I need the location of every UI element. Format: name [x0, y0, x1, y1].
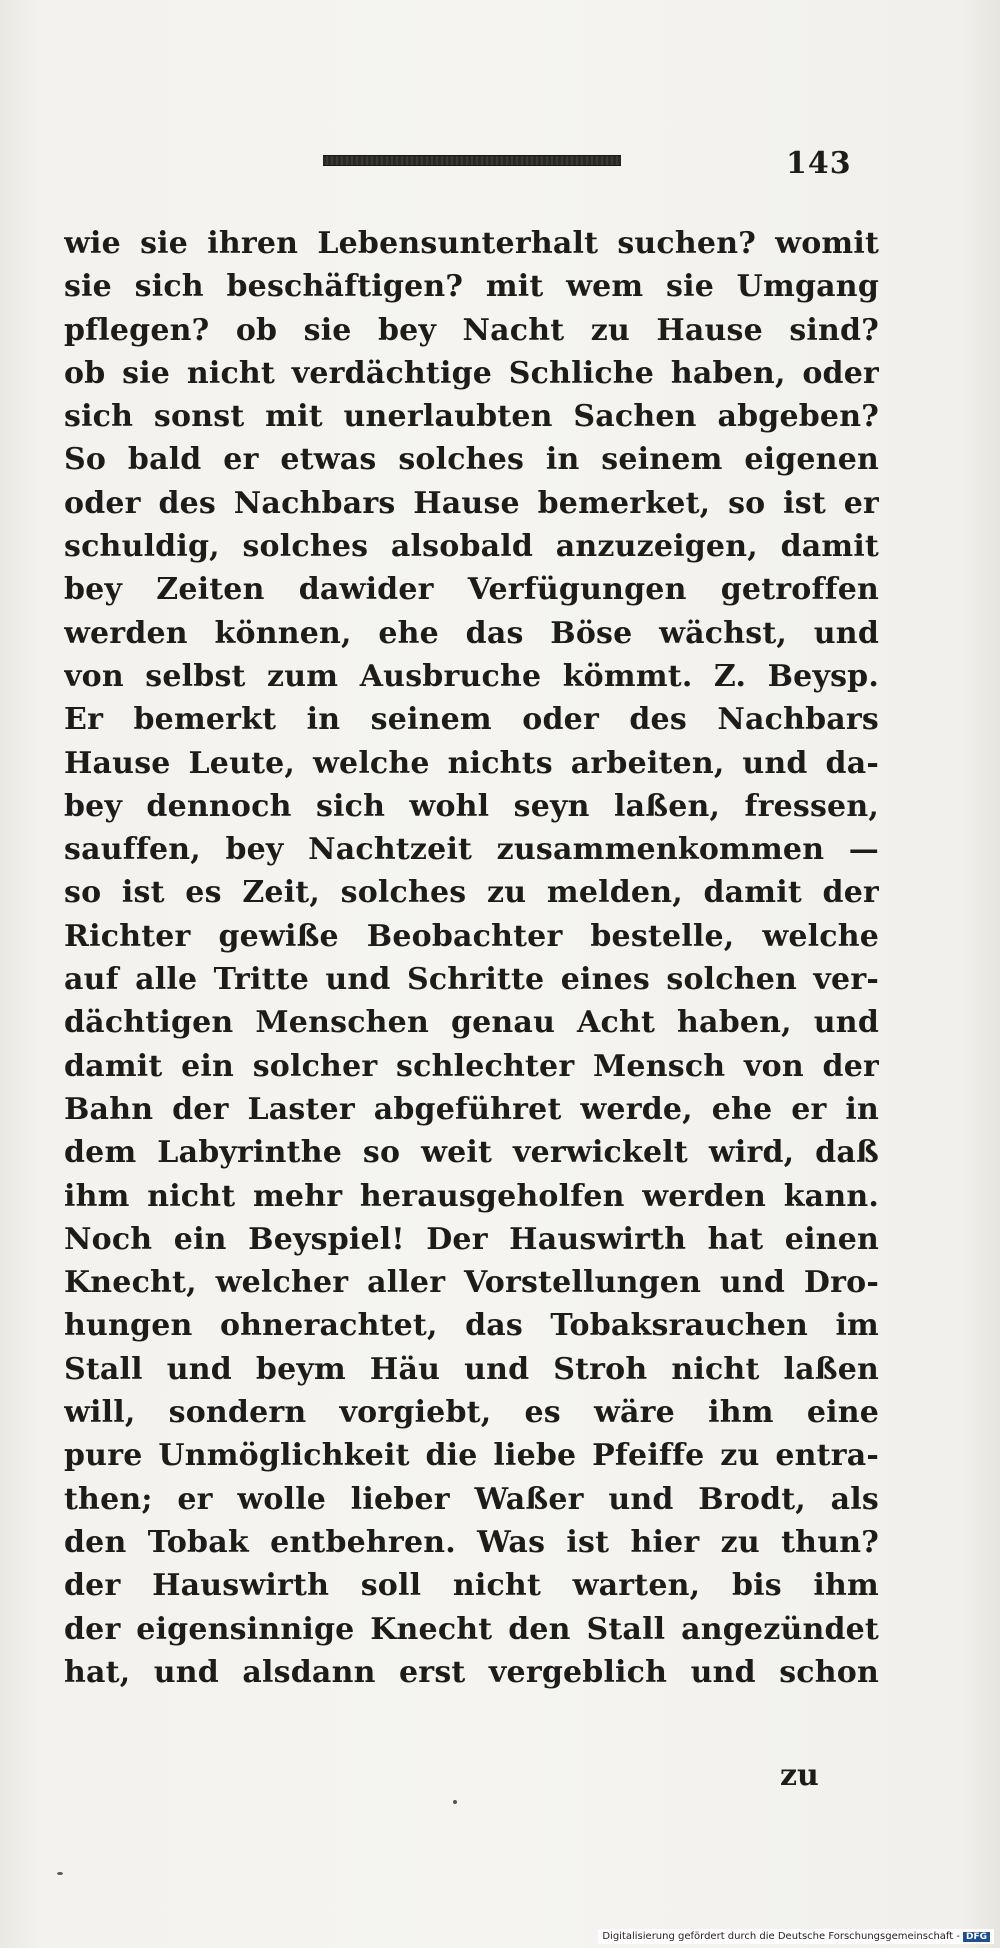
digitization-credit [598, 1929, 994, 1944]
text-line: sie sich beschäftigen? mit wem sie Umgang [64, 269, 879, 305]
text-line: pure Unmöglichkeit die liebe Pfeiffe zu entra- [64, 1438, 879, 1474]
paper-speck [57, 1872, 63, 1875]
text-line: then; er wolle lieber Waßer und Brodt, als [64, 1481, 879, 1517]
text-line: von selbst zum Ausbruche kömmt. Z. Beysp. [64, 658, 879, 694]
text-line: der eigensinnige Knecht den Stall angezündet [64, 1611, 879, 1647]
page-number: 143 [786, 146, 852, 181]
text-line: will, sondern vorgiebt, es wäre ihm eine [64, 1395, 879, 1431]
text-line: hat, und alsdann erst vergeblich und schon [64, 1654, 879, 1690]
text-line: dem Labyrinthe so weit verwickelt wird, daß [64, 1135, 879, 1171]
catchword: zu [780, 1758, 819, 1793]
text-line: hungen ohnerachtet, das Tobaksrauchen im [64, 1308, 879, 1344]
text-line: Bahn der Laster abgeführet werde, ehe er in [64, 1091, 879, 1127]
text-line: auf alle Tritte und Schritte eines solchen ver- [64, 962, 879, 998]
text-line: der Hauswirth soll nicht warten, bis ihm [64, 1568, 879, 1604]
text-line: Er bemerkt in seinem oder des Nachbars [64, 702, 879, 738]
text-line: pflegen? ob sie bey Nacht zu Hause sind? [64, 312, 879, 348]
text-line: So bald er etwas solches in seinem eigenen [64, 442, 879, 478]
text-line: sich sonst mit unerlaubten Sachen abgeben? [64, 399, 879, 435]
text-line: Knecht, welcher aller Vorstellungen und Dro- [64, 1265, 879, 1301]
text-line: Stall und beym Häu und Stroh nicht laßen [64, 1351, 879, 1387]
text-line: wie sie ihren Lebensunterhalt suchen? womit [64, 226, 879, 261]
text-line: schuldig, solches alsobald anzuzeigen, damit [64, 529, 879, 565]
text-line: oder des Nachbars Hause bemerket, so ist er [64, 485, 879, 521]
text-line: ob sie nicht verdächtige Schliche haben, oder [64, 355, 879, 391]
body-text [64, 222, 879, 1694]
text-line: damit ein solcher schlechter Mensch von der [64, 1048, 879, 1084]
paper-speck [453, 1800, 457, 1804]
text-line: den Tobak entbehren. Was ist hier zu thun? [64, 1524, 879, 1560]
text-line: werden können, ehe das Böse wächst, und [64, 615, 879, 651]
text-line: dächtigen Menschen genau Acht haben, und [64, 1005, 879, 1041]
text-line: Noch ein Beyspiel! Der Hauswirth hat einen [64, 1221, 879, 1257]
text-line: Richter gewiße Beobachter bestelle, welche [64, 918, 879, 954]
text-line: ihm nicht mehr herausgeholfen werden kann. [64, 1178, 879, 1214]
credit-text: Digitalisierung gefördert durch die Deutsche Forschungsgemeinschaft - [602, 1931, 960, 1942]
dfg-logo-badge: DFG [963, 1932, 990, 1942]
text-line: bey Zeiten dawider Verfügungen getroffen [64, 572, 879, 608]
text-line: bey dennoch sich wohl seyn laßen, fressen, [64, 788, 879, 824]
text-line: sauffen, bey Nachtzeit zusammenkommen — [64, 832, 879, 868]
header-ornament-rule [323, 155, 621, 166]
text-line: so ist es Zeit, solches zu melden, damit der [64, 875, 879, 911]
text-line: Hause Leute, welche nichts arbeiten, und da- [64, 745, 879, 781]
